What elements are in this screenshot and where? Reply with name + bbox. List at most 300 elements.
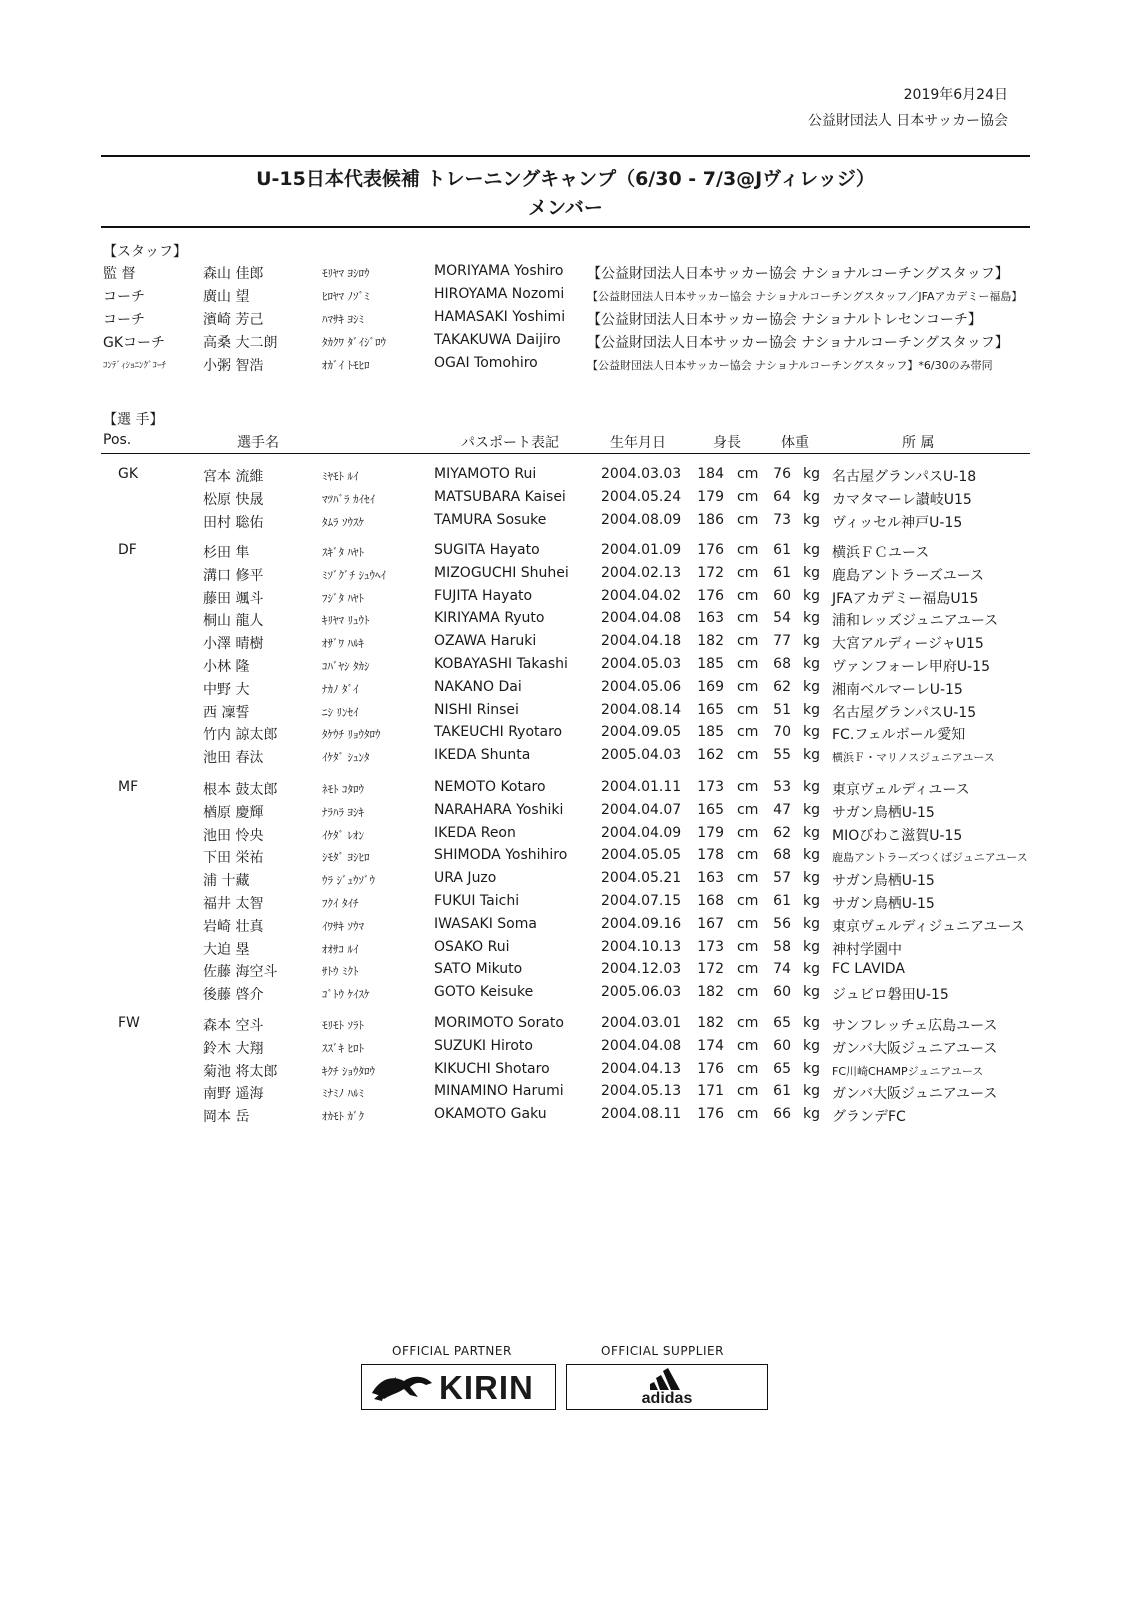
staff-name: 高桑 大二朗 xyxy=(203,335,278,351)
player-height: 169 xyxy=(697,678,724,695)
player-weight: 47 xyxy=(773,801,791,818)
staff-role: 監 督 xyxy=(103,266,136,282)
player-name: 大迫 塁 xyxy=(203,941,250,958)
player-name: 楢原 慶輝 xyxy=(203,804,264,821)
player-club: サンフレッチェ広島ユース xyxy=(832,1018,998,1034)
player-height: 185 xyxy=(697,724,724,741)
staff-row xyxy=(0,286,1131,308)
player-passport-name: SUZUKI Hiroto xyxy=(434,1037,533,1054)
height-unit: cm xyxy=(737,1037,759,1054)
player-kana: ﾐｿﾞｸﾞﾁ ｼｭｳﾍｲ xyxy=(322,568,386,582)
player-name: 福井 太智 xyxy=(203,896,264,912)
staff-name: 濱崎 芳己 xyxy=(203,312,264,328)
player-row xyxy=(0,1038,1131,1060)
player-row xyxy=(0,588,1131,610)
player-passport-name: NISHI Rinsei xyxy=(434,701,519,718)
height-unit: cm xyxy=(737,488,759,505)
player-club: サガン鳥栖U-15 xyxy=(832,804,935,821)
player-row xyxy=(0,847,1131,869)
player-weight: 61 xyxy=(773,564,791,581)
height-unit: cm xyxy=(737,587,759,604)
staff-roman: TAKAKUWA Daijiro xyxy=(434,332,561,348)
player-row xyxy=(0,802,1131,824)
player-club: カマタマーレ讃岐U15 xyxy=(832,491,972,508)
position-label: DF xyxy=(118,542,137,558)
player-passport-name: MIZOGUCHI Shuhei xyxy=(434,564,569,581)
player-dob: 2004.10.13 xyxy=(601,938,682,955)
player-dob: 2004.03.01 xyxy=(601,1015,682,1031)
player-dob: 2004.02.13 xyxy=(601,564,682,581)
player-name: 後藤 啓介 xyxy=(203,987,264,1004)
weight-unit: kg xyxy=(803,961,820,978)
player-name: 根本 鼓太郎 xyxy=(203,782,278,798)
staff-name: 森山 佳郎 xyxy=(203,266,264,282)
player-kana: ｲｹﾀﾞ ｼｭﾝﾀ xyxy=(322,751,370,765)
player-name: 森本 空斗 xyxy=(203,1018,264,1034)
player-club: 鹿島アントラーズつくばジュニアユース xyxy=(832,851,1028,865)
staff-row xyxy=(0,332,1131,354)
staff-roman: OGAI Tomohiro xyxy=(434,355,538,371)
player-passport-name: KOBAYASHI Takashi xyxy=(434,656,568,672)
weight-unit: kg xyxy=(803,824,820,841)
player-weight: 64 xyxy=(773,488,791,505)
weight-unit: kg xyxy=(803,938,820,955)
player-dob: 2004.05.13 xyxy=(601,1083,682,1100)
supplier-label: OFFICIAL SUPPLIER xyxy=(601,1344,724,1358)
player-kana: ﾓﾘﾓﾄ ｿﾗﾄ xyxy=(322,1019,364,1032)
player-dob: 2004.04.13 xyxy=(601,1060,682,1077)
player-row xyxy=(0,939,1131,961)
player-passport-name: OKAMOTO Gaku xyxy=(434,1106,547,1123)
staff-role: コーチ xyxy=(103,312,145,328)
weight-unit: kg xyxy=(803,488,820,505)
weight-unit: kg xyxy=(803,701,820,718)
player-club: 名古屋グランパスU-18 xyxy=(832,469,977,485)
player-weight: 60 xyxy=(773,1037,791,1054)
position-label: MF xyxy=(118,779,139,795)
player-club: FC.フェルボール愛知 xyxy=(832,727,966,744)
player-name: 宮本 流維 xyxy=(203,469,264,485)
player-row xyxy=(0,633,1131,655)
player-passport-name: IWASAKI Soma xyxy=(434,915,537,932)
player-height: 179 xyxy=(697,488,724,505)
player-weight: 62 xyxy=(773,678,791,695)
weight-unit: kg xyxy=(803,984,820,1001)
kirin-logo xyxy=(361,1364,556,1410)
staff-row xyxy=(0,355,1131,377)
staff-role: ｺﾝﾃﾞｨｼｮﾆﾝｸﾞｺｰﾁ xyxy=(103,361,167,371)
player-row xyxy=(0,512,1131,534)
player-weight: 55 xyxy=(773,747,791,764)
weight-unit: kg xyxy=(803,1015,820,1031)
player-weight: 60 xyxy=(773,587,791,604)
player-club: ガンバ大阪ジュニアユース xyxy=(832,1040,998,1057)
player-row xyxy=(0,1083,1131,1105)
weight-unit: kg xyxy=(803,466,820,482)
player-row xyxy=(0,679,1131,701)
player-height: 173 xyxy=(697,779,724,795)
player-weight: 74 xyxy=(773,961,791,978)
player-name: 菊池 将太郎 xyxy=(203,1063,278,1080)
staff-row xyxy=(0,309,1131,331)
player-passport-name: OSAKO Rui xyxy=(434,938,510,955)
player-dob: 2004.05.05 xyxy=(601,847,682,864)
player-height: 182 xyxy=(697,633,724,650)
player-row xyxy=(0,489,1131,511)
player-dob: 2004.05.06 xyxy=(601,678,682,695)
staff-affiliation: 【公益財団法人日本サッカー協会 ナショナルコーチングスタッフ】 xyxy=(587,266,1009,282)
player-row xyxy=(0,1015,1131,1037)
height-unit: cm xyxy=(737,1015,759,1031)
staff-affiliation: 【公益財団法人日本サッカー協会 ナショナルトレセンコーチ】 xyxy=(587,312,982,328)
player-passport-name: GOTO Keisuke xyxy=(434,984,534,1001)
player-height: 176 xyxy=(697,542,724,558)
player-row xyxy=(0,610,1131,632)
player-kana: ﾐﾔﾓﾄ ﾙｲ xyxy=(322,470,359,483)
player-weight: 65 xyxy=(773,1060,791,1077)
player-name: 浦 十藏 xyxy=(203,873,250,890)
player-dob: 2004.04.02 xyxy=(601,587,682,604)
player-dob: 2004.04.08 xyxy=(601,610,682,627)
player-dob: 2004.05.21 xyxy=(601,870,682,887)
player-passport-name: TAKEUCHI Ryotaro xyxy=(434,724,563,741)
staff-kana: ﾓﾘﾔﾏ ﾖｼﾛｳ xyxy=(322,267,370,280)
player-name: 竹内 諒太郎 xyxy=(203,727,278,744)
player-height: 182 xyxy=(697,1015,724,1031)
weight-unit: kg xyxy=(803,1037,820,1054)
player-height: 182 xyxy=(697,984,724,1001)
player-row xyxy=(0,779,1131,801)
player-kana: ｽｷﾞﾀ ﾊﾔﾄ xyxy=(322,546,364,559)
height-unit: cm xyxy=(737,824,759,841)
player-name: 下田 栄祐 xyxy=(203,850,264,867)
staff-kana: ｵｶﾞｲ ﾄﾓﾋﾛ xyxy=(322,359,370,372)
weight-unit: kg xyxy=(803,724,820,741)
player-height: 186 xyxy=(697,511,724,528)
player-club: ジュビロ磐田U-15 xyxy=(832,987,949,1004)
player-height: 172 xyxy=(697,564,724,581)
player-passport-name: URA Juzo xyxy=(434,870,497,887)
weight-unit: kg xyxy=(803,915,820,932)
height-unit: cm xyxy=(737,542,759,558)
players-heading: 【選 手】 xyxy=(103,412,164,428)
player-name: 小澤 晴樹 xyxy=(203,636,264,653)
player-row xyxy=(0,1061,1131,1083)
player-row xyxy=(0,702,1131,724)
player-dob: 2004.08.11 xyxy=(601,1106,682,1123)
player-dob: 2004.05.03 xyxy=(601,656,682,672)
player-weight: 61 xyxy=(773,1083,791,1100)
player-kana: ﾆｼ ﾘﾝｾｲ xyxy=(322,705,359,719)
col-name-header: 選手名 xyxy=(237,435,279,451)
col-club-header: 所 属 xyxy=(902,435,935,451)
player-club: FC LAVIDA xyxy=(832,961,905,978)
player-dob: 2004.04.07 xyxy=(601,801,682,818)
staff-kana: ﾊﾏｻｷ ﾖｼﾐ xyxy=(322,313,364,326)
player-dob: 2004.01.09 xyxy=(601,542,682,558)
player-name: 藤田 颯斗 xyxy=(203,590,264,607)
player-weight: 54 xyxy=(773,610,791,627)
player-club: ガンバ大阪ジュニアユース xyxy=(832,1086,998,1103)
player-kana: ﾀﾑﾗ ｿｳｽｹ xyxy=(322,515,364,529)
player-row xyxy=(0,747,1131,769)
player-passport-name: SATO Mikuto xyxy=(434,961,523,978)
player-kana: ｲｹﾀﾞ ﾚｵﾝ xyxy=(322,828,364,842)
player-kana: ﾅﾗﾊﾗ ﾖｼｷ xyxy=(322,805,364,819)
player-height: 179 xyxy=(697,824,724,841)
height-unit: cm xyxy=(737,847,759,864)
player-name: 桐山 龍人 xyxy=(203,613,264,630)
player-height: 165 xyxy=(697,801,724,818)
player-kana: ﾈﾓﾄ ｺﾀﾛｳ xyxy=(322,783,364,796)
player-passport-name: NAKANO Dai xyxy=(434,678,522,695)
height-unit: cm xyxy=(737,961,759,978)
player-kana: ｺﾊﾞﾔｼ ﾀｶｼ xyxy=(322,660,370,673)
player-weight: 76 xyxy=(773,466,791,482)
adidas-wordmark: adidas xyxy=(641,1390,693,1407)
player-weight: 61 xyxy=(773,893,791,909)
player-club: 大宮アルディージャU15 xyxy=(832,636,984,653)
player-row xyxy=(0,1106,1131,1128)
weight-unit: kg xyxy=(803,847,820,864)
height-unit: cm xyxy=(737,724,759,741)
player-height: 171 xyxy=(697,1083,724,1100)
staff-name: 廣山 望 xyxy=(203,289,250,305)
kirin-wordmark: KIRIN xyxy=(439,1369,534,1406)
weight-unit: kg xyxy=(803,801,820,818)
player-passport-name: KIKUCHI Shotaro xyxy=(434,1060,550,1077)
player-weight: 53 xyxy=(773,779,791,795)
player-height: 163 xyxy=(697,610,724,627)
top-rule xyxy=(101,155,1030,157)
player-name: 池田 春汰 xyxy=(203,750,264,767)
player-kana: ﾀｹｳﾁ ﾘｮｳﾀﾛｳ xyxy=(322,728,381,742)
player-club: ヴァンフォーレ甲府U-15 xyxy=(832,659,990,675)
height-unit: cm xyxy=(737,893,759,909)
height-unit: cm xyxy=(737,1060,759,1077)
staff-role: GKコーチ xyxy=(103,335,166,351)
organization-name: 公益財団法人 日本サッカー協会 xyxy=(807,113,1008,129)
player-passport-name: NARAHARA Yoshiki xyxy=(434,801,564,818)
player-row xyxy=(0,916,1131,938)
weight-unit: kg xyxy=(803,587,820,604)
position-label: GK xyxy=(118,466,139,482)
weight-unit: kg xyxy=(803,1083,820,1100)
player-dob: 2004.07.15 xyxy=(601,893,682,909)
player-row xyxy=(0,893,1131,915)
player-weight: 68 xyxy=(773,656,791,672)
player-kana: ｲﾜｻｷ ｿｳﾏ xyxy=(322,919,364,933)
player-name: 鈴木 大翔 xyxy=(203,1040,264,1057)
player-row xyxy=(0,724,1131,746)
player-height: 167 xyxy=(697,915,724,932)
player-height: 172 xyxy=(697,961,724,978)
player-weight: 62 xyxy=(773,824,791,841)
document-title: U-15日本代表候補 トレーニングキャンプ（6/30 - 7/3@Jヴィレッジ） xyxy=(256,168,875,190)
player-height: 162 xyxy=(697,747,724,764)
col-weight-header: 体重 xyxy=(781,435,809,451)
player-passport-name: MATSUBARA Kaisei xyxy=(434,488,566,505)
player-weight: 58 xyxy=(773,938,791,955)
player-club: サガン鳥栖U-15 xyxy=(832,896,935,912)
player-name: 池田 怜央 xyxy=(203,827,264,844)
player-row xyxy=(0,466,1131,488)
player-name: 田村 聡佑 xyxy=(203,514,264,531)
partner-label: OFFICIAL PARTNER xyxy=(392,1344,512,1358)
player-weight: 57 xyxy=(773,870,791,887)
height-unit: cm xyxy=(737,1106,759,1123)
player-name: 杉田 隼 xyxy=(203,545,250,561)
player-name: 佐藤 海空斗 xyxy=(203,964,278,981)
player-height: 184 xyxy=(697,466,724,482)
document-subtitle: メンバー xyxy=(528,197,603,219)
player-weight: 77 xyxy=(773,633,791,650)
col-pos-header: Pos. xyxy=(103,432,132,448)
staff-roman: HAMASAKI Yoshimi xyxy=(434,309,566,325)
height-unit: cm xyxy=(737,984,759,1001)
player-kana: ｷｸﾁ ｼｮｳﾀﾛｳ xyxy=(322,1064,375,1078)
player-dob: 2004.03.03 xyxy=(601,466,682,482)
height-unit: cm xyxy=(737,564,759,581)
height-unit: cm xyxy=(737,747,759,764)
player-height: 176 xyxy=(697,1060,724,1077)
weight-unit: kg xyxy=(803,1106,820,1123)
staff-affiliation: 【公益財団法人日本サッカー協会 ナショナルコーチングスタッフ】*6/30のみ帯同 xyxy=(587,359,993,372)
height-unit: cm xyxy=(737,915,759,932)
player-dob: 2005.04.03 xyxy=(601,747,682,764)
title-bottom-rule xyxy=(101,226,1030,228)
adidas-stripes-icon xyxy=(648,1368,688,1390)
player-weight: 56 xyxy=(773,915,791,932)
document-date: 2019年6月24日 xyxy=(903,87,1008,103)
player-height: 178 xyxy=(697,847,724,864)
player-height: 176 xyxy=(697,1106,724,1123)
player-club: グランデFC xyxy=(832,1109,906,1126)
player-height: 165 xyxy=(697,701,724,718)
player-club: JFAアカデミー福島U15 xyxy=(832,590,979,607)
staff-affiliation: 【公益財団法人日本サッカー協会 ナショナルコーチングスタッフ】 xyxy=(587,335,1009,351)
player-kana: ｵｶﾓﾄ ｶﾞｸ xyxy=(322,1110,364,1124)
player-name: 中野 大 xyxy=(203,681,250,698)
player-kana: ｺﾞﾄｳ ｹｲｽｹ xyxy=(322,988,370,1002)
player-kana: ｻﾄｳ ﾐｸﾄ xyxy=(322,965,359,979)
player-height: 174 xyxy=(697,1037,724,1054)
staff-heading: 【スタッフ】 xyxy=(103,244,187,260)
adidas-logo xyxy=(566,1364,768,1410)
player-club: 東京ヴェルディジュニアユース xyxy=(832,918,1025,935)
player-kana: ｽｽﾞｷ ﾋﾛﾄ xyxy=(322,1041,364,1055)
player-kana: ｼﾓﾀﾞ ﾖｼﾋﾛ xyxy=(322,851,370,865)
player-kana: ﾏﾂﾊﾞﾗ ｶｲｾｲ xyxy=(322,492,375,506)
kirin-emblem-icon xyxy=(368,1369,438,1405)
player-passport-name: IKEDA Shunta xyxy=(434,747,531,764)
player-row xyxy=(0,984,1131,1006)
player-dob: 2004.09.05 xyxy=(601,724,682,741)
player-dob: 2004.12.03 xyxy=(601,961,682,978)
staff-role: コーチ xyxy=(103,289,145,305)
player-name: 西 凜誓 xyxy=(203,704,250,721)
player-dob: 2004.04.08 xyxy=(601,1037,682,1054)
player-name: 溝口 修平 xyxy=(203,567,264,584)
player-dob: 2004.05.24 xyxy=(601,488,682,505)
player-dob: 2004.01.11 xyxy=(601,779,682,795)
weight-unit: kg xyxy=(803,1060,820,1077)
player-club: 鹿島アントラーズユース xyxy=(832,567,985,584)
height-unit: cm xyxy=(737,466,759,482)
weight-unit: kg xyxy=(803,633,820,650)
height-unit: cm xyxy=(737,1083,759,1100)
player-club: サガン鳥栖U-15 xyxy=(832,873,935,890)
player-name: 南野 遥海 xyxy=(203,1086,264,1103)
staff-kana: ﾋﾛﾔﾏ ﾉｿﾞﾐ xyxy=(322,290,370,303)
player-kana: ｵｻﾞﾜ ﾊﾙｷ xyxy=(322,637,364,651)
player-height: 173 xyxy=(697,938,724,955)
player-row xyxy=(0,825,1131,847)
player-row xyxy=(0,870,1131,892)
height-unit: cm xyxy=(737,656,759,672)
height-unit: cm xyxy=(737,870,759,887)
player-weight: 51 xyxy=(773,701,791,718)
player-row xyxy=(0,961,1131,983)
player-passport-name: SHIMODA Yoshihiro xyxy=(434,847,568,864)
player-kana: ｳﾗ ｼﾞｭｳｿﾞｳ xyxy=(322,874,375,888)
player-weight: 60 xyxy=(773,984,791,1001)
player-weight: 61 xyxy=(773,542,791,558)
weight-unit: kg xyxy=(803,542,820,558)
staff-row xyxy=(0,263,1131,285)
staff-name: 小粥 智浩 xyxy=(203,358,264,374)
player-kana: ﾌｸｲ ﾀｲﾁ xyxy=(322,897,359,910)
position-label: FW xyxy=(118,1015,140,1031)
player-kana: ﾅｶﾉ ﾀﾞｲ xyxy=(322,682,359,696)
player-kana: ﾐﾅﾐﾉ ﾊﾙﾐ xyxy=(322,1087,364,1101)
height-unit: cm xyxy=(737,938,759,955)
player-dob: 2004.08.14 xyxy=(601,701,682,718)
height-unit: cm xyxy=(737,633,759,650)
player-club: FC川崎CHAMPジュニアユース xyxy=(832,1064,984,1078)
player-name: 岡本 岳 xyxy=(203,1109,250,1126)
col-passport-header: パスポート表記 xyxy=(461,435,559,451)
staff-kana: ﾀｶｸﾜ ﾀﾞｲｼﾞﾛｳ xyxy=(322,336,386,349)
player-passport-name: KIRIYAMA Ryuto xyxy=(434,610,545,627)
player-passport-name: FUJITA Hayato xyxy=(434,587,533,604)
player-name: 小林 隆 xyxy=(203,659,250,675)
col-height-header: 身長 xyxy=(713,435,741,451)
player-weight: 66 xyxy=(773,1106,791,1123)
player-club: 神村学園中 xyxy=(832,941,902,958)
height-unit: cm xyxy=(737,511,759,528)
player-weight: 70 xyxy=(773,724,791,741)
player-passport-name: IKEDA Reon xyxy=(434,824,516,841)
players-header-row xyxy=(0,432,1131,454)
weight-unit: kg xyxy=(803,610,820,627)
player-club: 東京ヴェルディユース xyxy=(832,782,970,798)
height-unit: cm xyxy=(737,610,759,627)
player-row xyxy=(0,542,1131,564)
weight-unit: kg xyxy=(803,870,820,887)
player-name: 松原 快晟 xyxy=(203,491,264,508)
player-weight: 65 xyxy=(773,1015,791,1031)
player-passport-name: OZAWA Haruki xyxy=(434,633,537,650)
col-dob-header: 生年月日 xyxy=(610,435,666,451)
player-club: 浦和レッズジュニアユース xyxy=(832,613,999,630)
player-passport-name: MORIMOTO Sorato xyxy=(434,1015,564,1031)
player-row xyxy=(0,565,1131,587)
player-height: 176 xyxy=(697,587,724,604)
player-name: 岩崎 壮真 xyxy=(203,918,264,935)
player-passport-name: TAMURA Sosuke xyxy=(434,511,547,528)
height-unit: cm xyxy=(737,779,759,795)
